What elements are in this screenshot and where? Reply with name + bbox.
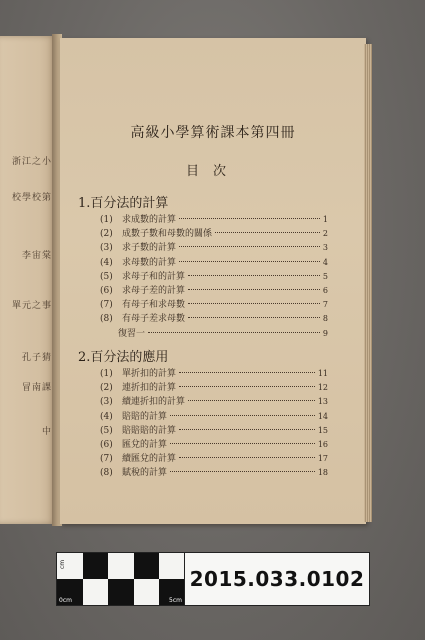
toc-entry-label: 復習一	[118, 328, 146, 339]
toc-entry	[100, 226, 328, 240]
toc-entry	[100, 255, 328, 269]
toc-leader-dots	[148, 332, 320, 333]
toc-leader-dots	[188, 303, 320, 304]
left-page	[0, 36, 56, 524]
toc-entry-number: (6)	[100, 286, 113, 296]
toc-entry-label: 續連折扣的計算	[122, 397, 186, 408]
ruler-checker	[57, 553, 185, 605]
toc-entry-page: 13	[317, 397, 328, 407]
left-page-text: 單元之事	[11, 301, 52, 311]
toc-entry-page: 4	[322, 257, 328, 267]
toc-entry	[100, 311, 328, 325]
toc-entry-page: 5	[322, 271, 328, 281]
left-page-text: 中	[41, 427, 52, 437]
toc-entry	[100, 394, 328, 408]
toc-entry-label: 單折扣的計算	[122, 369, 177, 379]
toc-entry-label: 求母子差的計算	[122, 286, 186, 296]
toc-entry-number: (1)	[100, 215, 113, 225]
toc-entry-number: (3)	[100, 243, 113, 254]
toc-entry	[100, 437, 328, 451]
contents-heading: 目次	[185, 164, 240, 179]
toc-entry-label: 求母子和的計算	[122, 271, 186, 282]
accession-number: 2015.033.0102	[184, 552, 370, 606]
toc-entry-label: 賦稅的計算	[122, 468, 168, 479]
toc-entry-page: 12	[317, 383, 328, 393]
toc-entry	[100, 240, 328, 254]
toc-entry	[100, 366, 328, 380]
toc-entry-label: 賠賠賠的計算	[122, 425, 177, 436]
toc-entry-number: (7)	[100, 300, 113, 311]
toc-entry-number: (8)	[100, 314, 113, 325]
toc-entry-number: (2)	[100, 383, 113, 394]
left-page-text: 孔子猜	[21, 353, 52, 363]
toc-entry-label: 求成數的計算	[122, 215, 177, 225]
ruler-end-label: 5cm	[169, 597, 182, 604]
toc-entry-page: 1	[322, 215, 328, 224]
left-page-text: 李宙棠	[21, 251, 52, 261]
toc-entry	[100, 269, 328, 283]
toc-entry	[100, 380, 328, 394]
toc-entry-page: 17	[317, 454, 328, 464]
toc-entry-number: (8)	[100, 468, 113, 479]
toc-entry	[100, 297, 328, 311]
toc-entry	[118, 326, 328, 340]
toc-entry-page: 8	[322, 314, 328, 324]
toc-leader-dots	[188, 317, 320, 318]
toc-entry-number: (6)	[100, 440, 113, 450]
toc-entry-label: 匯兌的計算	[122, 440, 168, 450]
toc-entry	[100, 283, 328, 297]
toc-entry	[100, 212, 328, 226]
toc-entry-label: 賠賠的計算	[122, 411, 168, 422]
toc-leader-dots	[188, 400, 315, 401]
toc-leader-dots	[179, 386, 315, 387]
ruler-unit-label: cm	[59, 559, 66, 569]
toc-entry-label: 成數子數和母數的關係	[122, 229, 213, 240]
toc-entry-page: 7	[322, 300, 328, 310]
toc-entry-page: 9	[322, 328, 328, 338]
book-title: 高級小學算術課本第四冊	[130, 125, 296, 141]
toc-leader-dots	[179, 457, 315, 458]
toc-leader-dots	[215, 232, 320, 233]
left-page-text: 冒南課	[21, 383, 52, 393]
toc-leader-dots	[179, 372, 315, 373]
toc-entry-label: 求子數的計算	[122, 243, 177, 254]
toc-entry-label: 求母數的計算	[122, 257, 177, 268]
toc-entry-label: 有母子和求母數	[122, 300, 186, 311]
toc-entry-page: 3	[322, 243, 328, 253]
toc-leader-dots	[170, 443, 315, 444]
page-edge	[364, 44, 372, 522]
left-page-text: 浙江之小	[11, 157, 52, 167]
toc-entry	[100, 409, 328, 423]
toc-entry-number: (3)	[100, 397, 113, 408]
toc-entry-page: 2	[322, 229, 328, 239]
toc-entry-label: 續匯兌的計算	[122, 454, 177, 465]
ruler-start-label: 0cm	[59, 597, 72, 604]
section-title: 2.百分法的應用	[78, 350, 169, 365]
toc-entry-number: (2)	[100, 229, 113, 240]
toc-entry-page: 6	[322, 286, 328, 295]
toc-entry-label: 連折扣的計算	[122, 383, 177, 394]
toc-entry-page: 15	[317, 425, 328, 435]
toc-leader-dots	[179, 246, 320, 247]
toc-entry-number: (5)	[100, 271, 113, 282]
toc-entry-number: (7)	[100, 454, 113, 465]
scale-ruler	[56, 552, 186, 606]
toc-entry	[100, 451, 328, 465]
toc-leader-dots	[188, 289, 320, 290]
toc-leader-dots	[179, 261, 320, 262]
left-page-text: 校學校第	[11, 193, 52, 203]
toc-entry-number: (5)	[100, 425, 113, 436]
toc-entry	[100, 465, 328, 479]
toc-entry-number: (4)	[100, 257, 113, 268]
toc-leader-dots	[170, 415, 315, 416]
section-title: 1.百分法的計算	[78, 196, 169, 211]
toc-entry-number: (1)	[100, 369, 113, 379]
toc-entry-page: 16	[317, 440, 328, 449]
toc-entry-page: 14	[317, 411, 328, 421]
toc-leader-dots	[170, 471, 315, 472]
toc-leader-dots	[188, 275, 320, 276]
toc-entry-page: 11	[317, 369, 328, 378]
toc-entry-label: 有母子差求母數	[122, 314, 186, 325]
toc-leader-dots	[179, 429, 315, 430]
toc-leader-dots	[179, 218, 320, 219]
toc-entry-number: (4)	[100, 411, 113, 422]
toc-entry	[100, 423, 328, 437]
toc-entry-page: 18	[317, 468, 328, 478]
